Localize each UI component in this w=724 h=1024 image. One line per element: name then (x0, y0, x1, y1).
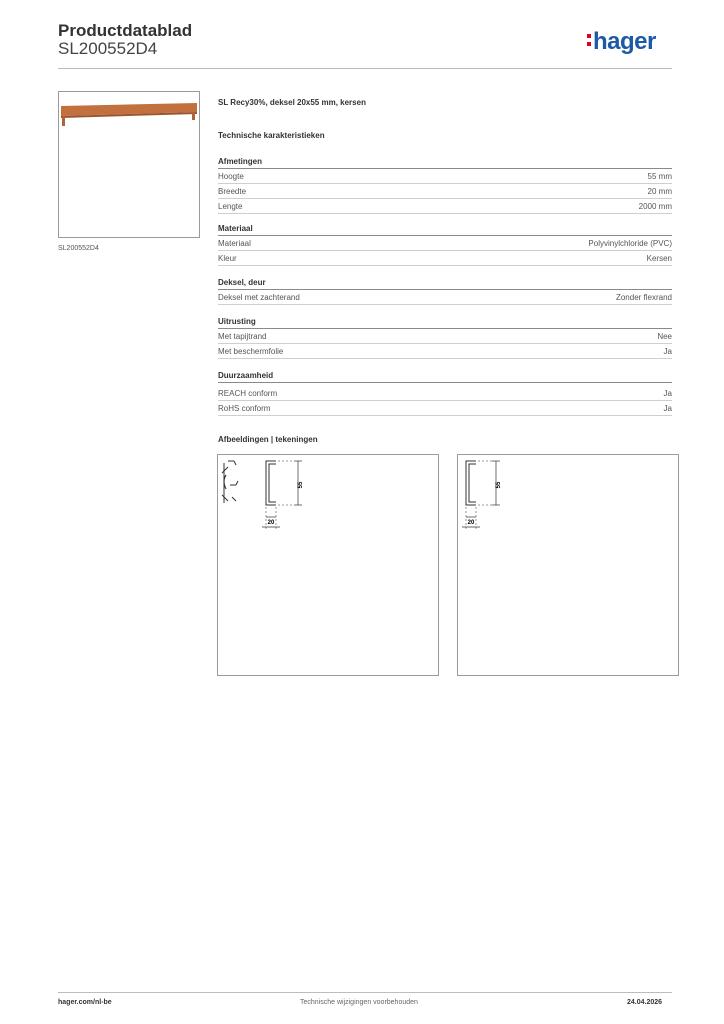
footer-website-link[interactable]: hager.com/nl-be (58, 999, 112, 1006)
spec-key: REACH conform (218, 389, 278, 398)
footer-disclaimer: Technische wijzigingen voorbehouden (300, 999, 418, 1006)
spec-key: Met beschermfolie (218, 347, 284, 356)
spec-key: Deksel met zachterand (218, 293, 300, 302)
spec-row (218, 290, 672, 305)
images-heading: Afbeeldingen | tekeningen (218, 435, 318, 444)
drawing-height-label: 55 (298, 481, 304, 489)
spec-value: Kersen (646, 254, 672, 263)
footer-divider (58, 992, 672, 993)
section-divider (218, 382, 672, 383)
spec-key: RoHS conform (218, 404, 271, 413)
spec-key: Kleur (218, 254, 237, 263)
spec-row (218, 329, 672, 344)
spec-row (218, 184, 672, 199)
section-title-equipment: Uitrusting (218, 317, 256, 326)
spec-row (218, 199, 672, 214)
spec-row (218, 251, 672, 266)
spec-value: Nee (657, 332, 672, 341)
spec-value: Polyvinylchloride (PVC) (588, 239, 672, 248)
drawing-width-label: 20 (267, 520, 275, 526)
product-photo-image (59, 92, 199, 237)
spec-key: Hoogte (218, 172, 244, 181)
product-name: SL Recy30%, deksel 20x55 mm, kersen (218, 98, 366, 107)
spec-value: Ja (663, 389, 672, 398)
photo-caption: SL200552D4 (58, 245, 99, 252)
spec-value: 55 mm (647, 172, 672, 181)
logo-text: hager (593, 28, 656, 55)
footer-date: 24.04.2026 (627, 999, 663, 1006)
tech-characteristics-heading: Technische karakteristieken (218, 131, 325, 140)
spec-key: Materiaal (218, 239, 251, 248)
spec-value: Zonder flexrand (615, 293, 672, 302)
section-title-cover: Deksel, deur (218, 278, 266, 287)
header-divider (58, 68, 672, 69)
product-photo (58, 91, 200, 238)
spec-row (218, 401, 672, 416)
section-title-sustainability: Duurzaamheid (218, 371, 274, 380)
spec-row (218, 236, 672, 251)
technical-drawing-image (458, 455, 678, 675)
drawing-height-label: 55 (496, 481, 502, 489)
spec-value: Ja (663, 347, 672, 356)
product-code: SL200552D4 (58, 39, 158, 58)
section-title-material: Materiaal (218, 224, 253, 233)
spec-row (218, 386, 672, 401)
technical-drawing (457, 454, 679, 676)
spec-value: Ja (663, 404, 672, 413)
spec-row (218, 169, 672, 184)
drawing-width-label: 20 (467, 520, 475, 526)
technical-drawing (217, 454, 439, 676)
spec-row (218, 344, 672, 359)
spec-key: Breedte (218, 187, 247, 196)
spec-value: 2000 mm (638, 202, 672, 211)
page-title: Productdatablad (58, 21, 193, 40)
spec-key: Met tapijtrand (218, 332, 267, 341)
section-title-dimensions: Afmetingen (218, 157, 262, 166)
spec-value: 20 mm (647, 187, 672, 196)
technical-drawing-image (218, 455, 438, 675)
logo-colon-icon (587, 34, 591, 50)
spec-key: Lengte (218, 202, 243, 211)
hager-logo (593, 28, 656, 56)
